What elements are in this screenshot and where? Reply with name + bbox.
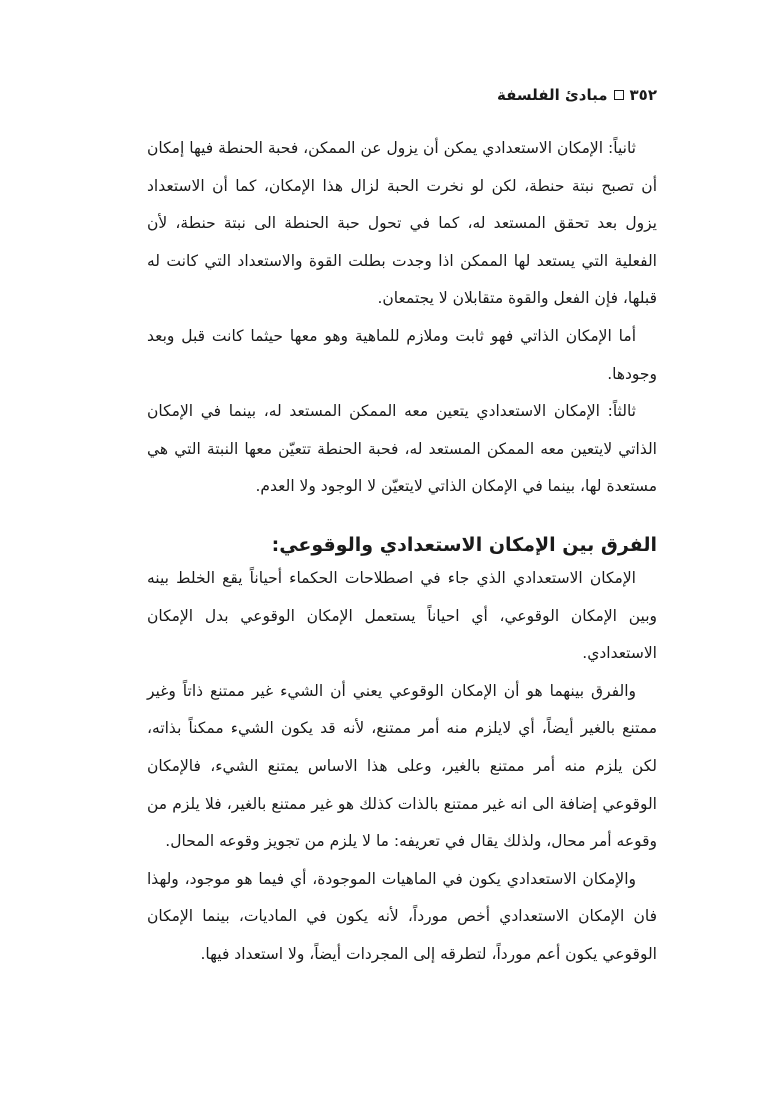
paragraph-6: والإمكان الاستعدادي يكون في الماهيات الموجودة، أي فيما هو موجود، ولهذا فان الإمكان الاستعدادي أخص مورداً، لأنه يكون في الماديات، بينما الإمكان الوقوعي يكون أعم مورداً، لتطرقه إلى المجردات أيضاً، ولا استعداد فيها. (147, 869, 657, 963)
paragraph-5: والفرق بينهما هو أن الإمكان الوقوعي يعني أن الشيء غير ممتنع ذاتاً وغير ممتنع بالغير أيضاً، أي لايلزم منه أمر ممتنع، لأنه قد يكون الشيء ممكناً بذاته، لكن يلزم منه أمر ممتنع بالغير، وعلى هذا الاساس يمتنع الشيء، فالإمكان الوقوعي إضافة الى انه غير ممتنع بالذات كذلك هو غير ممتنع بالغير، فلا يلزم من وقوعه أمر محال، ولذلك يقال في تعريفه: ما لا يلزم من تجويز وقوعه المحال. (147, 681, 657, 851)
square-icon (614, 90, 624, 100)
paragraph-2: أما الإمكان الذاتي فهو ثابت وملازم للماهية وهو معها حيثما كانت قبل وبعد وجودها. (147, 326, 657, 383)
page-number: ٣٥٢ (629, 86, 657, 104)
paragraph-4: الإمكان الاستعدادي الذي جاء في اصطلاحات الحكماء أحياناً يقع الخلط بينه وبين الإمكان الوقوعي، أي احياناً يستعمل الإمكان الوقوعي بدل الإمكان الاستعدادي. (147, 569, 657, 663)
paragraph-1: ثانياً: الإمكان الاستعدادي يمكن أن يزول عن الممكن، فحبة الحنطة فيها إمكان أن تصبح نبتة حنطة، لكن لو نخرت الحبة لزال هذا الإمكان، كما أن الاستعداد يزول بعد تحقق المستعد له، كما في تحول حبة الحنطة الى نبتة حنطة، لأن الفعلية التي يستعد لها الممكن اذا وجدت بطلت القوة والاستعداد التي كانت له قبلها، فإن الفعل والقوة متقابلان لا يجتمعان. (147, 139, 657, 308)
book-title: مبادئ الفلسفة (496, 86, 608, 104)
section-1-body (147, 130, 657, 506)
paragraph-3: ثالثاً: الإمكان الاستعدادي يتعين معه الممكن المستعد له، بينما في الإمكان الذاتي لايتعين معه الممكن المستعد له، فحبة الحنطة تتعيّن معها النبتة التي هي مستعدة لها، بينما في الإمكان الذاتي لايتعيّن لا الوجود ولا العدم. (147, 402, 657, 496)
section-2-body (147, 560, 657, 974)
section-heading: الفرق بين الإمكان الاستعدادي والوقوعي: (271, 534, 657, 556)
running-header (497, 86, 657, 104)
